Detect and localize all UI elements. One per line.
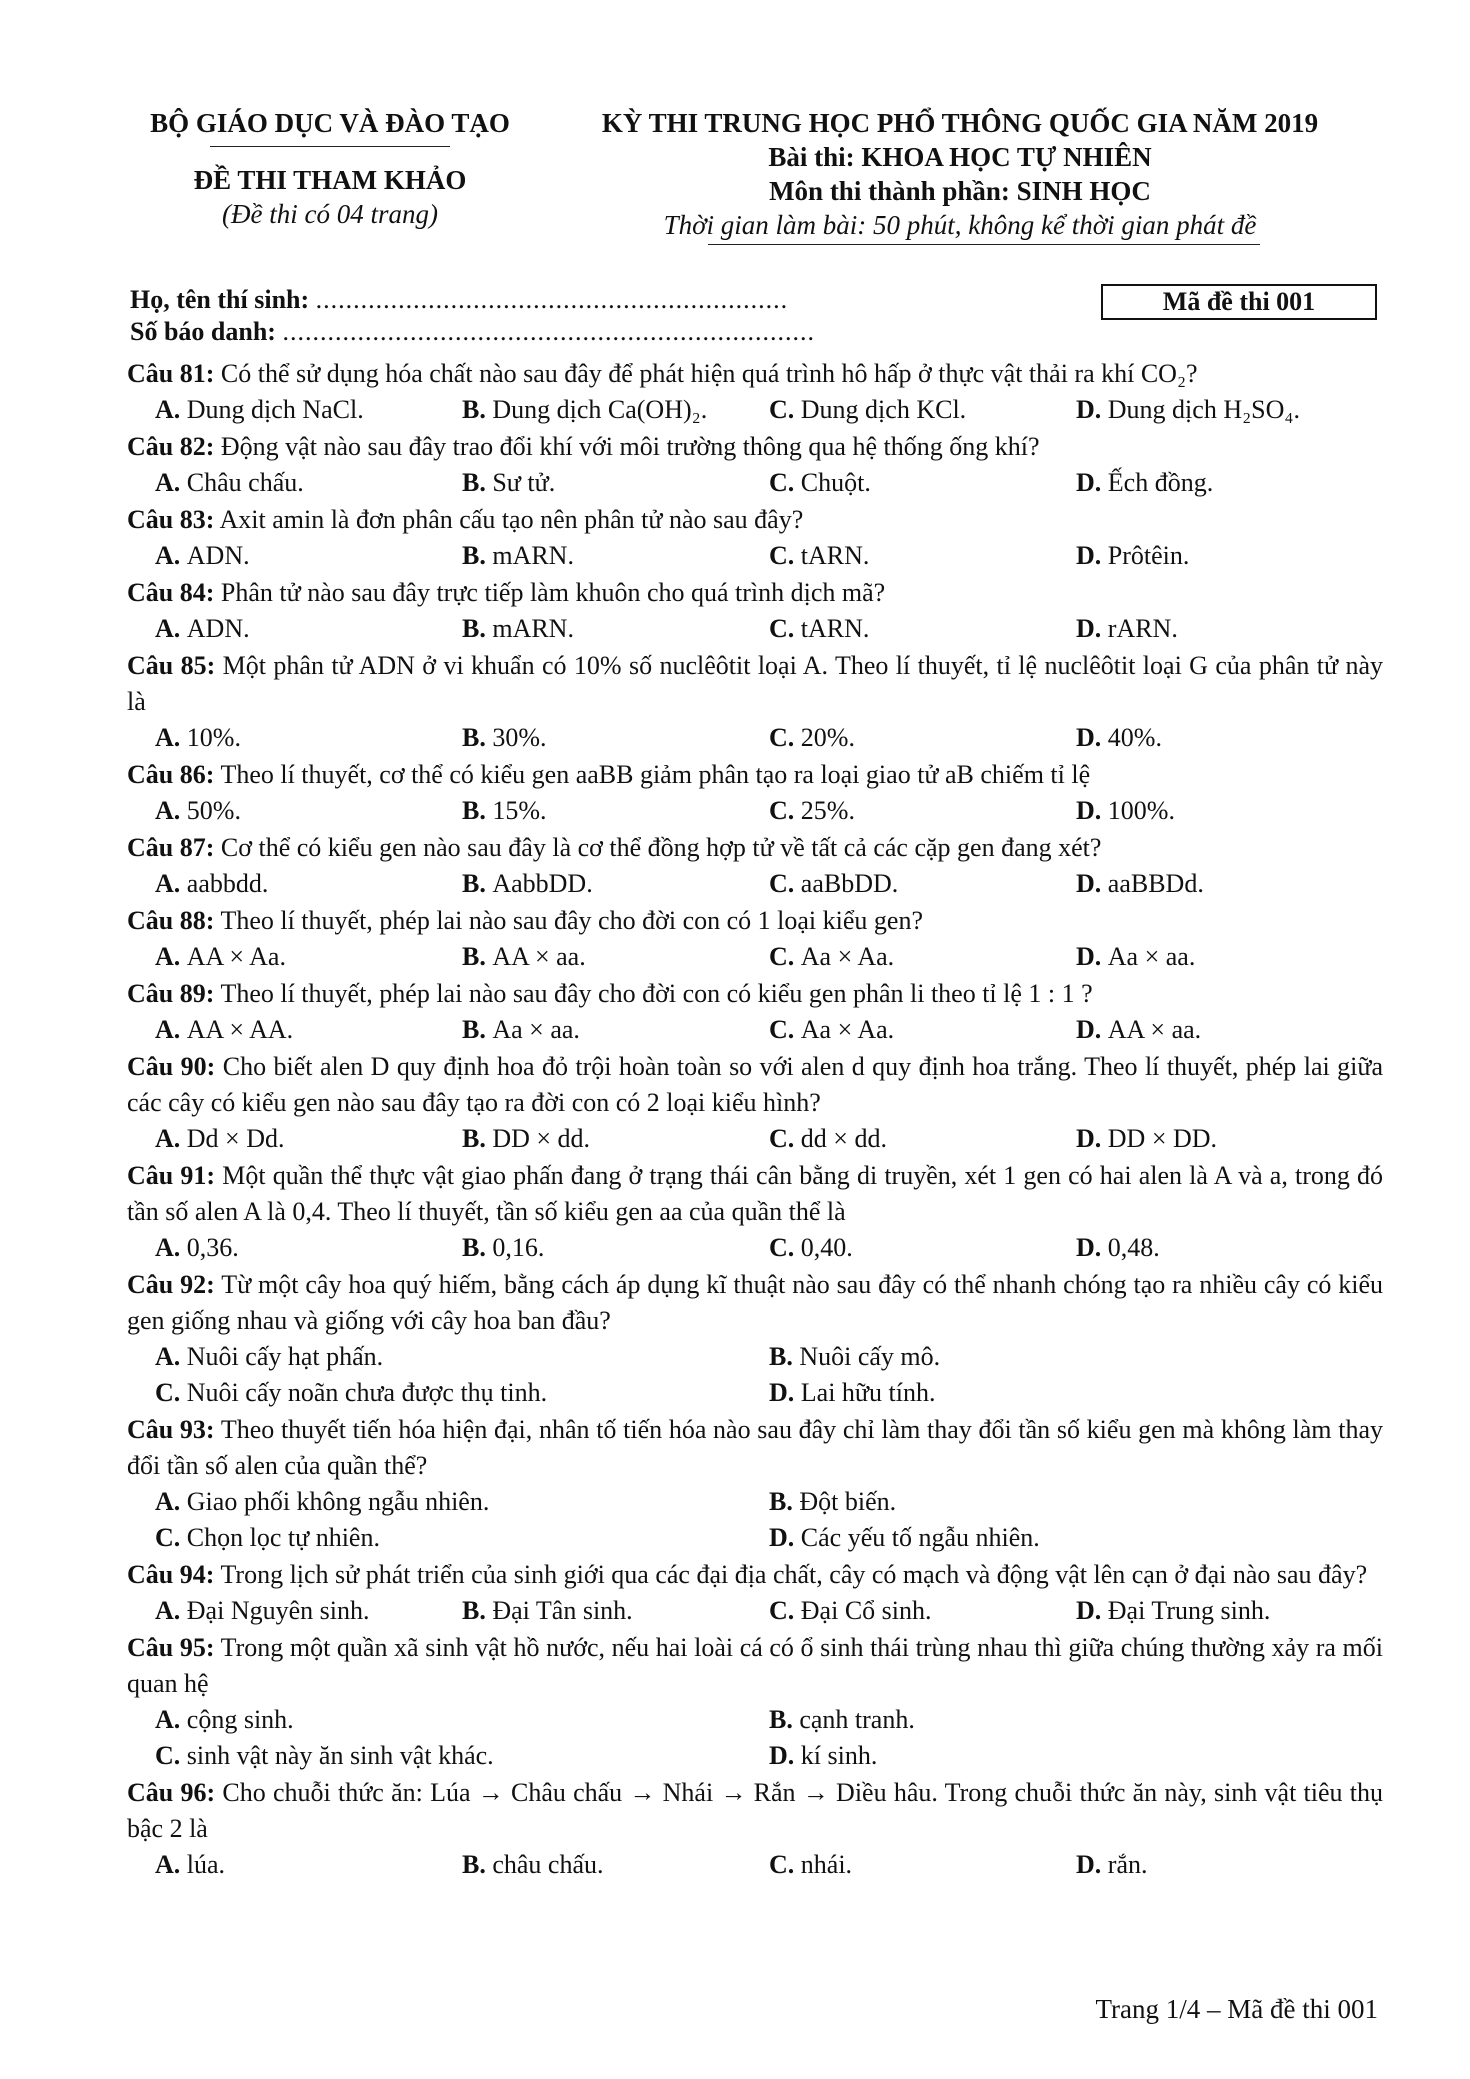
question-list [127, 356, 1383, 1884]
question-number: Câu 84: [127, 578, 215, 607]
option-b: B. Dung dịch Ca(OH)₂. [462, 395, 708, 424]
option-c: C. tARN. [769, 614, 870, 643]
option-c: C. sinh vật này ăn sinh vật khác. [155, 1741, 494, 1770]
option-b: B. châu chấu. [462, 1850, 604, 1879]
question-number: Câu 95: [127, 1633, 215, 1662]
exam-type: ĐỀ THI THAM KHẢO [193, 165, 467, 195]
answer-options [127, 939, 1383, 975]
student-id-label: Số báo danh: [130, 317, 283, 346]
option-a: A. lúa. [155, 1850, 226, 1879]
answer-options [127, 793, 1383, 829]
option-b: B. cạnh tranh. [769, 1705, 915, 1734]
option-a: A. Dung dịch NaCl. [155, 395, 364, 424]
question-stem [127, 1267, 1383, 1339]
option-c: C. tARN. [769, 541, 870, 570]
option-c: C. Aa × Aa. [769, 1015, 895, 1044]
answer-options [127, 1012, 1383, 1048]
question-stem [127, 830, 1383, 866]
option-d: D. Ếch đồng. [1076, 468, 1214, 497]
page-count-note: (Đề thi có 04 trang) [222, 199, 438, 229]
answer-options [127, 392, 1383, 428]
question-93 [127, 1412, 1383, 1556]
question-text: Từ một cây hoa quý hiếm, bằng cách áp dụng kĩ thuật nào sau đây có thể nhanh chóng tạo ra nhiều cây có kiểu gen giống nhau và giống với cây hoa ban đầu? [127, 1270, 1384, 1335]
option-b: B. 15%. [462, 796, 547, 825]
question-86 [127, 757, 1383, 829]
question-stem [127, 575, 1383, 611]
option-a: A. aabbdd. [155, 869, 269, 898]
question-number: Câu 88: [127, 906, 215, 935]
answer-options [127, 1230, 1383, 1266]
question-stem [127, 1412, 1383, 1484]
question-number: Câu 93: [127, 1415, 215, 1444]
answer-options [127, 1702, 1383, 1738]
option-d: D. DD × DD. [1076, 1124, 1218, 1153]
question-85 [127, 648, 1383, 756]
answer-options [127, 720, 1383, 756]
option-c: C. 25%. [769, 796, 855, 825]
question-stem [127, 1557, 1383, 1593]
student-name-line [130, 284, 815, 316]
question-81 [127, 356, 1383, 428]
option-c: C. Đại Cổ sinh. [769, 1596, 932, 1625]
option-a: A. 10%. [155, 723, 241, 752]
question-82 [127, 429, 1383, 501]
question-text: Động vật nào sau đây trao đổi khí với môi trường thông qua hệ thống ống khí? [220, 432, 1040, 461]
question-stem [127, 976, 1383, 1012]
option-a: A. 0,36. [155, 1233, 239, 1262]
subject-name: Môn thi thành phần: SINH HỌC [769, 176, 1151, 206]
time-note: Thời gian làm bài: 50 phút, không kể thời gian phát đề [663, 210, 1257, 240]
question-text: Phân tử nào sau đây trực tiếp làm khuôn cho quá trình dịch mã? [220, 578, 886, 607]
question-number: Câu 90: [127, 1052, 216, 1081]
answer-options [127, 1847, 1383, 1883]
answer-options [127, 1738, 1383, 1774]
answer-options [127, 465, 1383, 501]
option-d: D. 40%. [1076, 723, 1162, 752]
option-c: C. Dung dịch KCl. [769, 395, 967, 424]
student-id-line [130, 316, 815, 348]
student-id-field: ....................................................................... [282, 317, 815, 346]
option-d: D. Dung dịch H₂SO₄. [1076, 395, 1300, 424]
option-d: D. Đại Trung sinh. [1076, 1596, 1271, 1625]
answer-options [127, 866, 1383, 902]
question-text: Có thể sử dụng hóa chất nào sau đây để phát hiện quá trình hô hấp ở thực vật thải ra khí CO₂? [220, 359, 1198, 388]
question-stem [127, 757, 1383, 793]
question-83 [127, 502, 1383, 574]
option-d: D. 100%. [1076, 796, 1175, 825]
ministry-name: BỘ GIÁO DỤC VÀ ĐÀO TẠO [150, 108, 510, 138]
option-c: C. Aa × Aa. [769, 942, 895, 971]
question-text: Theo lí thuyết, phép lai nào sau đây cho đời con có kiểu gen phân li theo tỉ lệ 1 : 1 ? [220, 979, 1093, 1008]
header-left [110, 106, 550, 231]
question-number: Câu 89: [127, 979, 215, 1008]
option-b: B. mARN. [462, 541, 574, 570]
header-divider [210, 146, 450, 147]
question-text: Trong một quần xã sinh vật hồ nước, nếu hai loài cá có ổ sinh thái trùng nhau thì giữa chúng thường xảy ra mối quan hệ [127, 1633, 1383, 1698]
option-c: C. aaBbDD. [769, 869, 899, 898]
question-84 [127, 575, 1383, 647]
question-text: Một quần thể thực vật giao phấn đang ở trạng thái cân bằng di truyền, xét 1 gen có hai alen là A và a, trong đó tần số alen A là 0,4. Theo lí thuyết, tần số kiểu gen aa của quần thể là [127, 1161, 1384, 1226]
question-text: Axit amin là đơn phân cấu tạo nên phân tử nào sau đây? [219, 505, 804, 534]
question-stem [127, 356, 1383, 392]
option-b: B. Đột biến. [769, 1487, 897, 1516]
option-d: D. 0,48. [1076, 1233, 1160, 1262]
exam-title: KỲ THI TRUNG HỌC PHỔ THÔNG QUỐC GIA NĂM 2019 [601, 108, 1319, 138]
question-96 [127, 1775, 1383, 1883]
question-95 [127, 1630, 1383, 1774]
header-divider [708, 244, 1260, 245]
option-b: B. DD × dd. [462, 1124, 591, 1153]
question-text: Theo lí thuyết, cơ thể có kiểu gen aaBB giảm phân tạo ra loại giao tử aB chiếm tỉ lệ [220, 760, 1091, 789]
header-right [560, 106, 1360, 242]
question-number: Câu 94: [127, 1560, 215, 1589]
question-stem [127, 1775, 1383, 1847]
option-b: B. AabbDD. [462, 869, 593, 898]
question-stem [127, 1049, 1383, 1121]
question-90 [127, 1049, 1383, 1157]
student-name-field: ............................................................... [315, 285, 789, 314]
question-number: Câu 85: [127, 651, 216, 680]
question-text: Trong lịch sử phát triển của sinh giới qua các đại địa chất, cây có mạch và động vật lên cạn ở đại nào sau đây? [220, 1560, 1368, 1589]
option-d: D. aaBBDd. [1076, 869, 1204, 898]
option-b: B. 0,16. [462, 1233, 545, 1262]
question-88 [127, 903, 1383, 975]
option-d: D. Aa × aa. [1076, 942, 1196, 971]
option-c: C. dd × dd. [769, 1124, 887, 1153]
question-number: Câu 83: [127, 505, 215, 534]
option-b: B. Nuôi cấy mô. [769, 1342, 941, 1371]
option-b: B. Sư tử. [462, 468, 556, 497]
option-a: A. Giao phối không ngẫu nhiên. [155, 1487, 490, 1516]
question-92 [127, 1267, 1383, 1411]
question-stem [127, 648, 1383, 720]
question-number: Câu 92: [127, 1270, 215, 1299]
option-a: A. Nuôi cấy hạt phấn. [155, 1342, 384, 1371]
question-number: Câu 96: [127, 1778, 216, 1807]
question-text: Một phân tử ADN ở vi khuẩn có 10% số nuclêôtit loại A. Theo lí thuyết, tỉ lệ nuclêôtit loại G của phân tử này là [127, 651, 1383, 716]
question-number: Câu 82: [127, 432, 215, 461]
page-footer: Trang 1/4 – Mã đề thi 001 [1095, 1994, 1378, 2024]
option-d: D. Prôtêin. [1076, 541, 1190, 570]
answer-options [127, 1375, 1383, 1411]
option-a: A. ADN. [155, 541, 250, 570]
option-d: D. Các yếu tố ngẫu nhiên. [769, 1523, 1040, 1552]
option-a: A. AA × AA. [155, 1015, 294, 1044]
option-d: D. kí sinh. [769, 1741, 878, 1770]
option-c: C. 0,40. [769, 1233, 853, 1262]
option-a: A. AA × Aa. [155, 942, 286, 971]
student-name-label: Họ, tên thí sinh: [130, 285, 316, 314]
option-a: A. Châu chấu. [155, 468, 304, 497]
option-c: C. nhái. [769, 1850, 853, 1879]
question-89 [127, 976, 1383, 1048]
answer-options [127, 1520, 1383, 1556]
option-a: A. Dd × Dd. [155, 1124, 285, 1153]
option-c: C. 20%. [769, 723, 855, 752]
question-91 [127, 1158, 1383, 1266]
option-c: C. Chọn lọc tự nhiên. [155, 1523, 380, 1552]
question-stem [127, 429, 1383, 465]
question-text: Cho biết alen D quy định hoa đỏ trội hoàn toàn so với alen d quy định hoa trắng. Theo lí thuyết, phép lai giữa các cây có kiểu gen nào sau đây tạo ra đời con có 2 loại kiểu hình? [127, 1052, 1383, 1117]
question-text: Cơ thể có kiểu gen nào sau đây là cơ thể đồng hợp tử về tất cả các cặp gen đang xét? [220, 833, 1102, 862]
option-a: A. Đại Nguyên sinh. [155, 1596, 370, 1625]
student-info [130, 284, 815, 348]
option-b: B. 30%. [462, 723, 547, 752]
question-87 [127, 830, 1383, 902]
question-stem [127, 1158, 1383, 1230]
option-b: B. Đại Tân sinh. [462, 1596, 633, 1625]
answer-options [127, 1593, 1383, 1629]
question-number: Câu 91: [127, 1161, 216, 1190]
option-a: A. ADN. [155, 614, 250, 643]
option-d: D. Lai hữu tính. [769, 1378, 936, 1407]
question-number: Câu 81: [127, 359, 215, 388]
option-c: C. Chuột. [769, 468, 871, 497]
option-d: D. rắn. [1076, 1850, 1148, 1879]
exam-code-box: Mã đề thi 001 [1101, 284, 1377, 320]
question-text: Cho chuỗi thức ăn: Lúa → Châu chấu → Nhái → Rắn → Diều hâu. Trong chuỗi thức ăn này, sinh vật tiêu thụ bậc 2 là [127, 1778, 1384, 1843]
option-b: B. Aa × aa. [462, 1015, 580, 1044]
option-b: B. mARN. [462, 614, 574, 643]
answer-options [127, 1121, 1383, 1157]
test-name: Bài thi: KHOA HỌC TỰ NHIÊN [768, 142, 1152, 172]
answer-options [127, 1484, 1383, 1520]
answer-options [127, 1339, 1383, 1375]
option-d: D. rARN. [1076, 614, 1178, 643]
question-number: Câu 87: [127, 833, 215, 862]
answer-options [127, 538, 1383, 574]
option-a: A. cộng sinh. [155, 1705, 294, 1734]
question-number: Câu 86: [127, 760, 215, 789]
question-stem [127, 1630, 1383, 1702]
answer-options [127, 611, 1383, 647]
option-a: A. 50%. [155, 796, 241, 825]
question-text: Theo thuyết tiến hóa hiện đại, nhân tố tiến hóa nào sau đây chỉ làm thay đổi tần số kiểu gen mà không làm thay đổi tần số alen của quần thể? [127, 1415, 1383, 1480]
question-stem [127, 903, 1383, 939]
question-stem [127, 502, 1383, 538]
question-94 [127, 1557, 1383, 1629]
option-c: C. Nuôi cấy noãn chưa được thụ tinh. [155, 1378, 548, 1407]
question-text: Theo lí thuyết, phép lai nào sau đây cho đời con có 1 loại kiểu gen? [220, 906, 923, 935]
option-b: B. AA × aa. [462, 942, 586, 971]
option-d: D. AA × aa. [1076, 1015, 1202, 1044]
